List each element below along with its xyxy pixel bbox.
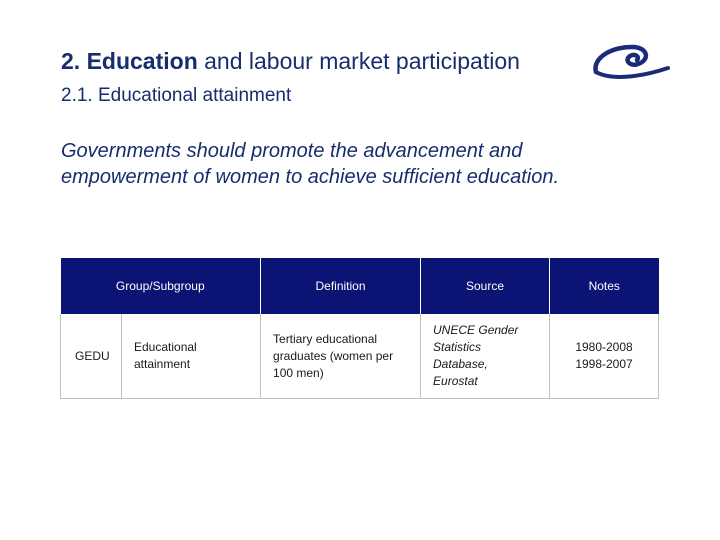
statement-text: [61, 138, 661, 190]
council-of-europe-logo-icon: [590, 40, 670, 84]
cell-line: graduates (women per: [273, 348, 394, 363]
cell-line: UNECE Gender: [433, 323, 519, 337]
indicator-table: [60, 258, 659, 399]
cell-group: GEDU: [61, 314, 122, 399]
section-subtitle: 2.1. Educational attainment: [61, 85, 292, 106]
page-title: [61, 48, 520, 75]
cell-line: 1980-2008: [575, 340, 633, 354]
header-definition: Definition: [261, 258, 421, 314]
header-notes: Notes: [550, 258, 659, 314]
table-header-row: [61, 258, 659, 314]
cell-line: 1998-2007: [575, 357, 633, 371]
header-group-subgroup: Group/Subgroup: [61, 258, 261, 314]
cell-line: Statistics: [433, 340, 482, 354]
cell-definition: [261, 314, 421, 399]
cell-subgroup: [122, 314, 261, 399]
cell-line: 100 men): [273, 365, 324, 380]
cell-line: Eurostat: [433, 374, 478, 388]
cell-line: attainment: [134, 357, 191, 371]
table-row: [61, 314, 659, 399]
cell-line: Tertiary educational: [273, 331, 378, 346]
statement-line: Governments should promote the advancement and: [61, 140, 523, 162]
title-bold-part: 2. Education: [61, 48, 198, 74]
cell-line: Educational: [134, 340, 197, 354]
header-source: Source: [421, 258, 550, 314]
cell-line: Database,: [433, 357, 488, 371]
title-rest-part: and labour market participation: [197, 48, 520, 74]
cell-source: [421, 314, 550, 399]
cell-notes: [550, 314, 659, 399]
statement-line: empowerment of women to achieve sufficient education.: [61, 166, 560, 188]
